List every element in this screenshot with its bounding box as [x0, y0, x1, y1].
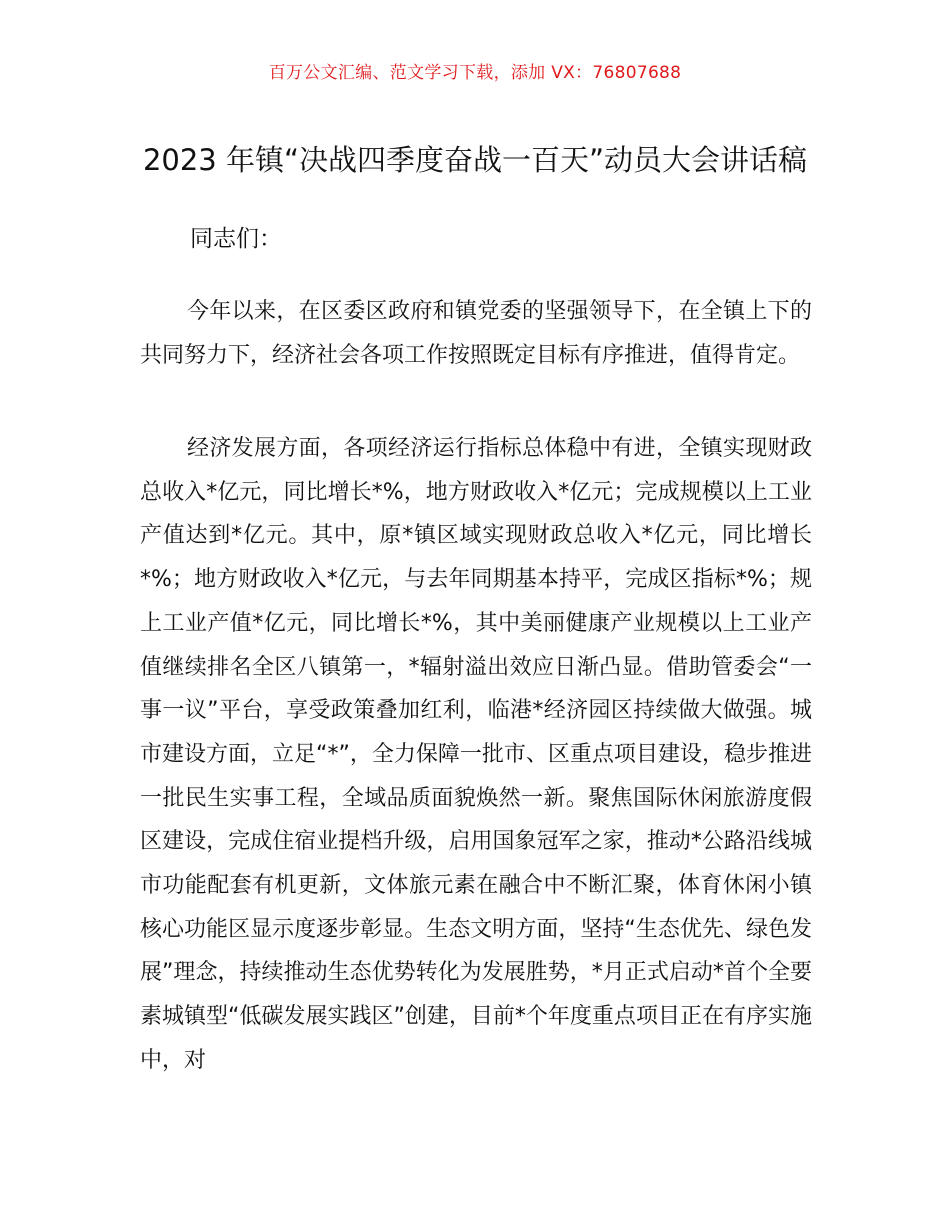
- paragraph-intro: 今年以来，在区委区政府和镇党委的坚强领导下，在全镇上下的共同努力下，经济社会各项工作按照既定目标有序推进，值得肯定。: [140, 299, 812, 368]
- document-title: 2023 年镇“决战四季度奋战一百天”动员大会讲话稿: [142, 143, 808, 178]
- salutation: 同志们：: [190, 226, 282, 252]
- paragraph-economic-development: 经济发展方面，各项经济运行指标总体稳中有进，全镇实现财政总收入*亿元，同比增长*%，地方财政收入*亿元；完成规模以上工业产值达到*亿元。其中，原*镇区域实现财政总收入*亿元，同比增长*%；地方财政收入*亿元，与去年同期基本持平，完成区指标*%；规上工业产值*亿元，同比增长*%，其中美丽健康产业规模以上工业产值继续排名全区八镇第一，*辐射溢出效应日渐凸显。借助管委会“一事一议”平台，享受政策叠加红利，临港*经济园区持续做大做强。城市建设方面，立足“*”，全力保障一批市、区重点项目建设，稳步推进一批民生实事工程，全域品质面貌焕然一新。聚焦国际休闲旅游度假区建设，完成住宿业提档升级，启用国象冠军之家，推动*公路沿线城市功能配套有机更新，文体旅元素在融合中不断汇聚，体育休闲小镇核心功能区显示度逐步彰显。生态文明方面，坚持“生态优先、绿色发展”理念，持续推动生态优势转化为发展胜势，*月正式启动*首个全要素城镇型“低碳发展实践区”创建，目前*个年度重点项目正在有序实施中，对: [140, 436, 812, 1073]
- header-watermark-note: 百万公文汇编、范文学习下载，添加 VX：76807688: [268, 63, 682, 83]
